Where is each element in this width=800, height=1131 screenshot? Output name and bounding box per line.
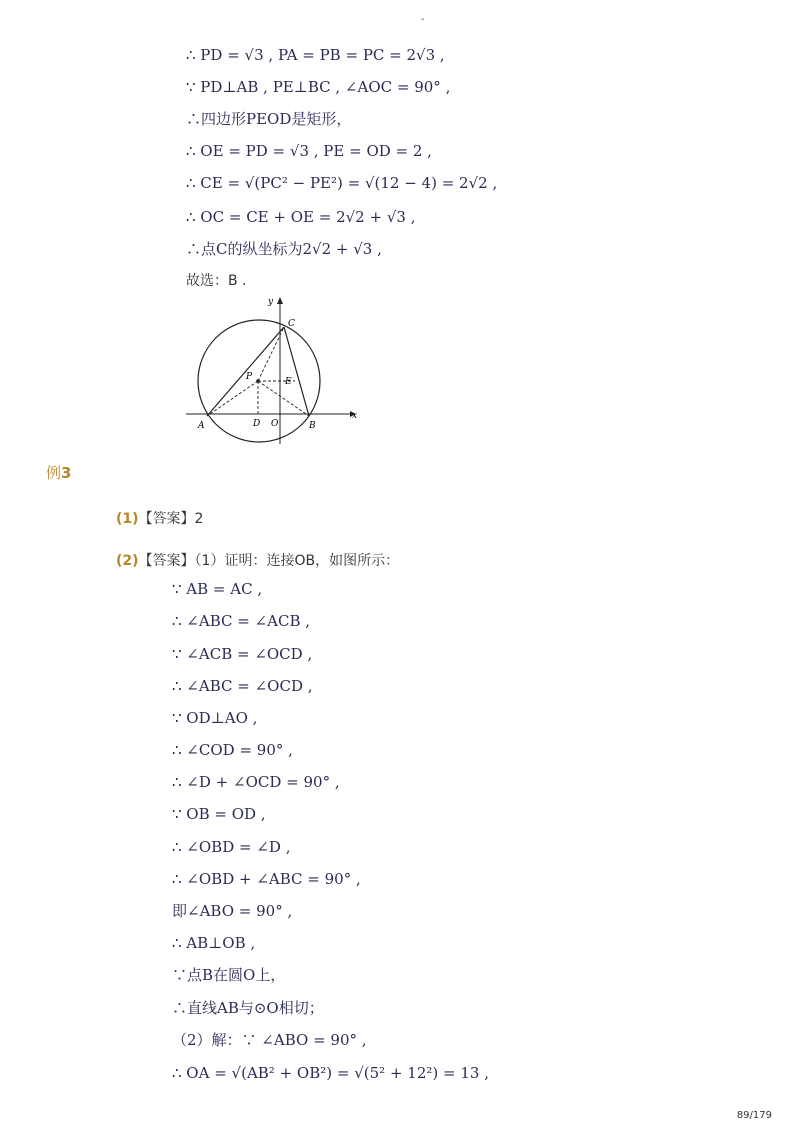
label-c: C [288, 319, 295, 329]
proof-line: ∵点B在圆O上， [172, 966, 286, 984]
example-number: 3 [61, 464, 72, 482]
answer-2 [116, 550, 399, 570]
y-axis-label: y [268, 297, 274, 307]
x-axis-label: x [352, 411, 358, 421]
label-a: A [198, 421, 205, 431]
point-p [256, 379, 260, 383]
y-axis-arrow-icon [277, 297, 283, 304]
answer-2-tag: 【答案】 [138, 553, 195, 569]
answer-1-tag: 【答案】 [138, 511, 195, 527]
proof-line: ∵ OB = OD , [172, 805, 266, 823]
label-d: D [253, 419, 261, 429]
label-o: O [271, 419, 279, 429]
page-number: 89/179 [736, 1110, 772, 1121]
proof-line: （2）解：∵ ∠ABO = 90° , [172, 1031, 367, 1049]
answer-1 [116, 508, 203, 528]
example-prefix: 例 [46, 464, 62, 482]
proof-line: ∴直线AB与⊙O相切； [172, 999, 324, 1017]
label-e: E [285, 377, 292, 387]
label-p: P [246, 372, 253, 382]
proof-line: ∴ AB⊥OB , [172, 934, 256, 952]
solution-line: ∴ PD = √3 , PA = PB = PC = 2√3 , [186, 46, 445, 64]
answer-2-intro: （1）证明：连接OB，如图所示： [194, 553, 400, 569]
proof-line: 即∠ABO = 90° , [172, 902, 293, 920]
solution-line: ∴ CE = √(PC² − PE²) = √(12 − 4) = 2√2 , [186, 174, 498, 192]
solution-line: ∴ OE = PD = √3 , PE = OD = 2 , [186, 142, 432, 160]
choice-line: 故选：B . [186, 273, 247, 289]
proof-line: ∵ AB = AC , [172, 580, 263, 598]
answer-1-value: 2 [194, 511, 204, 527]
solution-line: ∵ PD⊥AB , PE⊥BC , ∠AOC = 90° , [186, 78, 451, 96]
proof-line: ∴ ∠OBD + ∠ABC = 90° , [172, 870, 361, 888]
label-b: B [309, 421, 316, 431]
geometry-figure [180, 292, 360, 450]
proof-line: ∴ OA = √(AB² + OB²) = √(5² + 12²) = 13 , [172, 1064, 489, 1082]
answer-2-num: (2) [116, 553, 139, 569]
solution-line: ∴ OC = CE + OE = 2√2 + √3 , [186, 208, 416, 226]
solution-line: ∴点C的纵坐标为2√2 + √3 , [186, 240, 382, 258]
proof-line: ∴ ∠ABC = ∠ACB , [172, 612, 311, 630]
proof-line: ∵ OD⊥AO , [172, 709, 258, 727]
proof-line: ∴ ∠ABC = ∠OCD , [172, 677, 313, 695]
proof-line: ∴ ∠COD = 90° , [172, 741, 293, 759]
solution-line: ∴四边形PEOD是矩形， [186, 110, 352, 128]
top-mark: - [421, 14, 425, 25]
proof-line: ∴ ∠OBD = ∠D , [172, 838, 291, 856]
proof-line: ∵ ∠ACB = ∠OCD , [172, 645, 313, 663]
segment-pb [258, 381, 309, 416]
example-heading [46, 462, 71, 483]
proof-line: ∴ ∠D + ∠OCD = 90° , [172, 773, 340, 791]
answer-1-num: (1) [116, 511, 139, 527]
